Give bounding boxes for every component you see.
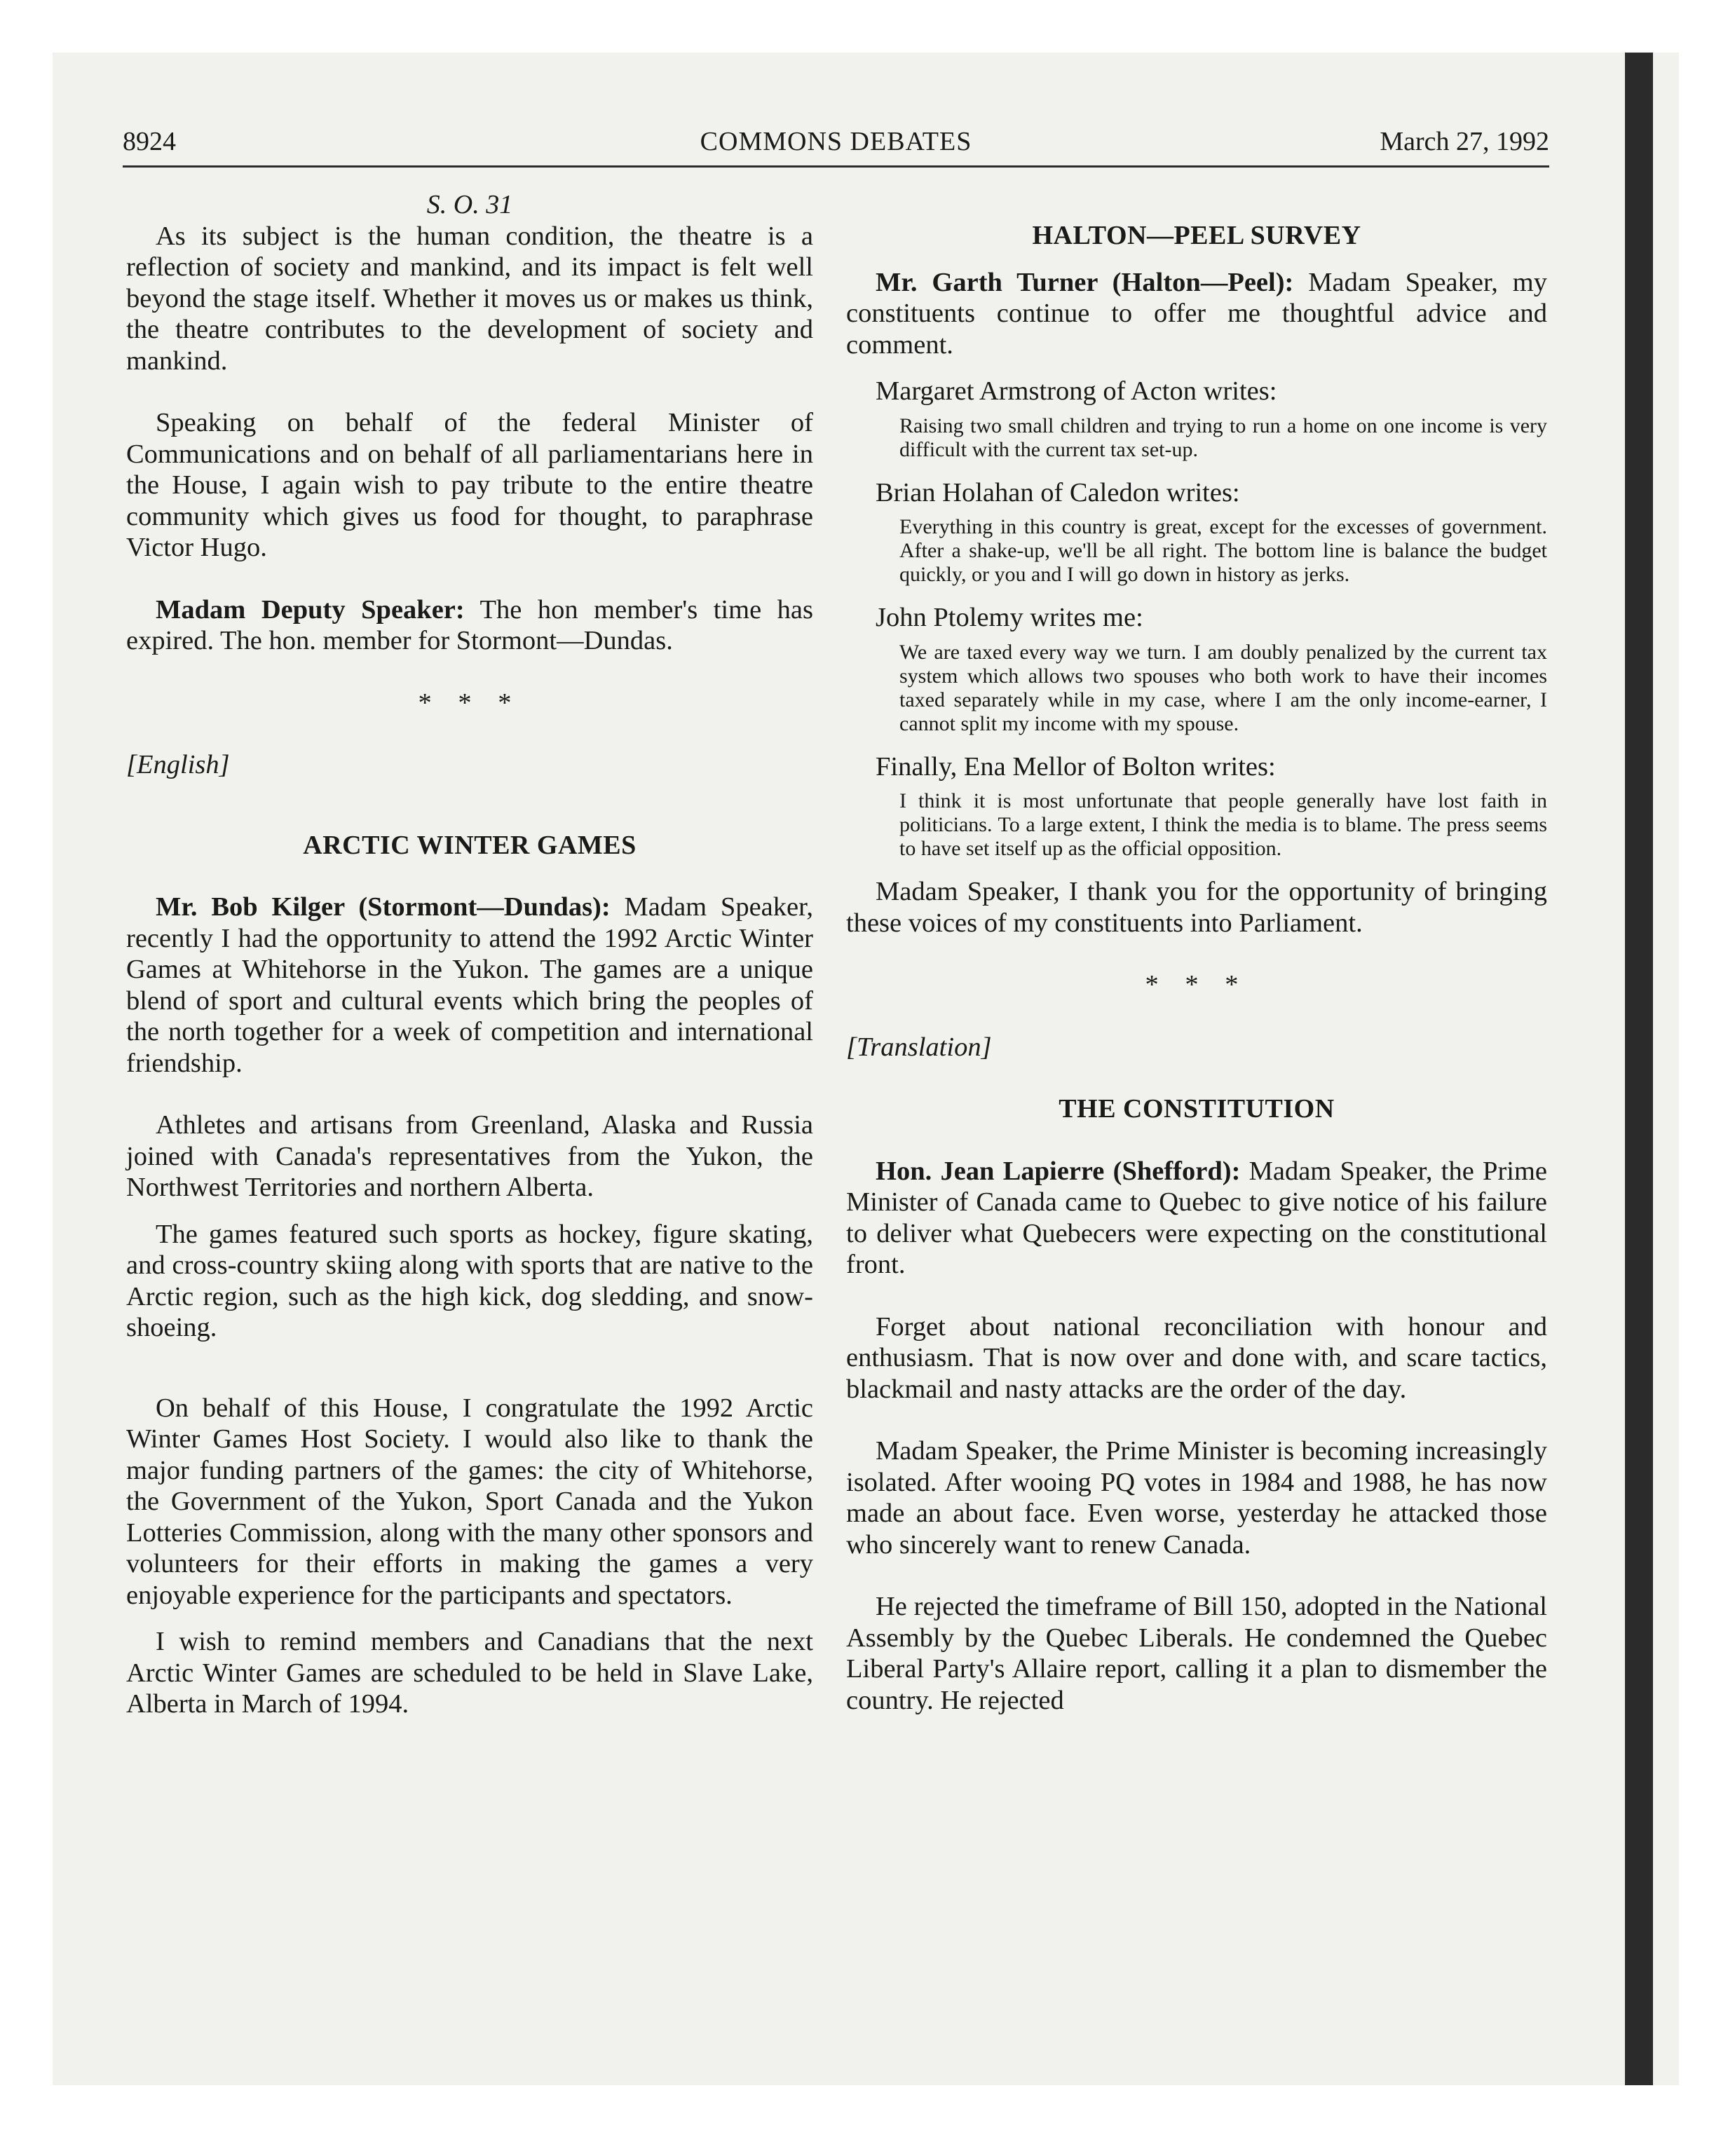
paragraph: As its subject is the human condition, the theatre is a reflection of society and mankind, and its impact is felt well beyond the stage itself. Whether it moves us or makes us think, the theatre contributes to the development of society and mankind.: [126, 221, 813, 376]
speaker-name: Hon. Jean Lapierre (Shefford):: [876, 1156, 1241, 1186]
quote-intro: Finally, Ena Mellor of Bolton writes:: [876, 751, 1276, 782]
block-quote: I think it is most unfortunate that people generally have lost faith in politicians. To a large extent, I think the media is to blame. The press seems to have set itself up as the official opposition.: [899, 789, 1547, 860]
section-heading: ARCTIC WINTER GAMES: [303, 830, 637, 860]
page-number: 8924: [123, 127, 176, 156]
header-rule: [123, 165, 1549, 168]
page-header: [123, 126, 1549, 161]
section-heading: THE CONSTITUTION: [1059, 1094, 1335, 1124]
publication-title: COMMONS DEBATES: [700, 127, 972, 156]
standing-order-label: S. O. 31: [426, 190, 513, 219]
paragraph: Madam Speaker, the Prime Minister is becoming increasingly isolated. After wooing PQ votes in 1984 and 1988, he has now made an about face. Even worse, yesterday he attacked those who sincerely want to renew Canada.: [846, 1436, 1547, 1560]
paragraph: [846, 267, 1547, 361]
section-separator: * * *: [418, 688, 522, 718]
paragraph: Forget about national reconciliation with honour and enthusiasm. That is now over and done with, and scare tactics, blackmail and nasty attacks are the order of the day.: [846, 1311, 1547, 1404]
language-tag: [English]: [126, 750, 230, 779]
block-quote: We are taxed every way we turn. I am doubly penalized by the current tax system which allows two spouses who both work to have their incomes taxed separately while in my case, where I am the only income-earner, I cannot split my income with my spouse.: [899, 640, 1547, 735]
speech-text: Madam Speaker, my constituents continue to offer me thoughtful advice and comment.: [846, 267, 1547, 360]
section-separator: * * *: [1145, 970, 1248, 999]
block-quote: Everything in this country is great, except for the excesses of government. After a shake-up, we'll be all right. The bottom line is balance the budget quickly, or you and I will go down in history as jerks.: [899, 515, 1547, 586]
quote-intro: John Ptolemy writes me:: [876, 603, 1143, 632]
quote-intro: Margaret Armstrong of Acton writes:: [876, 376, 1277, 406]
publication-date: March 27, 1992: [1380, 127, 1549, 156]
paragraph: [126, 594, 813, 657]
paragraph: On behalf of this House, I congratulate the 1992 Arctic Winter Games Host Society. I would also like to thank the major funding partners of the games: the city of Whitehorse, the Government of the Yukon, Sport Canada and the Yukon Lotteries Commission, along with the many other sponsors and volunteers for their efforts in making the games a very enjoyable experience for the participants and spectators.: [126, 1393, 813, 1610]
section-heading: HALTON—PEEL SURVEY: [1032, 221, 1361, 250]
paragraph: Madam Speaker, I thank you for the opportunity of bringing these voices of my constituents into Parliament.: [846, 877, 1547, 938]
paragraph: [126, 892, 813, 1079]
paragraph: He rejected the timeframe of Bill 150, adopted in the National Assembly by the Quebec Liberals. He condemned the Quebec Liberal Party's Allaire report, calling it a plan to dismember the country. He rejected: [846, 1592, 1547, 1715]
scan-edge-strip: [1625, 53, 1653, 2085]
paragraph: I wish to remind members and Canadians that the next Arctic Winter Games are scheduled to be held in Slave Lake, Alberta in March of 1994.: [126, 1627, 813, 1719]
language-tag: [Translation]: [846, 1032, 992, 1062]
right-column: [846, 189, 1547, 1716]
paragraph: [846, 1156, 1547, 1281]
quote-intro: Brian Holahan of Caledon writes:: [876, 477, 1240, 507]
speech-text: Madam Speaker, recently I had the opportunity to attend the 1992 Arctic Winter Games at Whitehorse in the Yukon. The games are a unique blend of sport and cultural events which bring the peoples of the north together for a week of competition and international friendship.: [126, 892, 814, 1078]
block-quote: Raising two small children and trying to run a home on one income is very difficult with the current tax set-up.: [899, 414, 1547, 461]
speaker-name: Mr. Bob Kilger (Stormont—Dundas):: [156, 892, 611, 922]
speech-text: The hon member's time has expired. The hon. member for Stormont—Dundas.: [126, 594, 813, 655]
speech-text: Madam Speaker, the Prime Minister of Canada came to Quebec to give notice of his failure to deliver what Quebecers were expecting on the constitutional front.: [846, 1156, 1547, 1279]
paragraph: Speaking on behalf of the federal Minister of Communications and on behalf of all parliamentarians here in the House, I again wish to pay tribute to the entire theatre community which gives us food for thought, to paraphrase Victor Hugo.: [126, 408, 813, 562]
paragraph: The games featured such sports as hockey, figure skating, and cross-country skiing along with sports that are native to the Arctic region, such as the high kick, dog sledding, and snow-shoeing.: [126, 1219, 813, 1342]
speaker-name: Madam Deputy Speaker:: [156, 594, 465, 625]
speaker-name: Mr. Garth Turner (Halton—Peel):: [876, 267, 1294, 297]
left-column: [126, 189, 813, 1720]
paragraph: Athletes and artisans from Greenland, Alaska and Russia joined with Canada's representatives from the Yukon, the Northwest Territories and northern Alberta.: [126, 1110, 813, 1202]
